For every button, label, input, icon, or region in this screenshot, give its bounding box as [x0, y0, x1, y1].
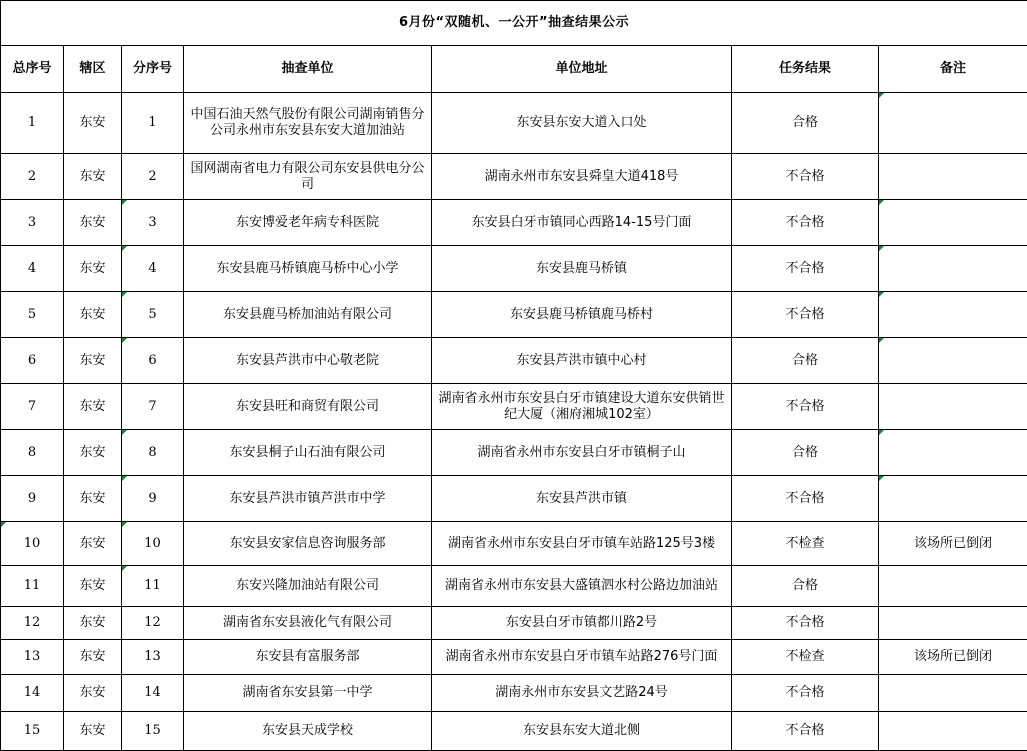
cell-note: [879, 476, 1027, 522]
cell-note: [879, 566, 1027, 607]
header-address: 单位地址: [432, 46, 732, 93]
cell-district: 东安: [64, 430, 122, 476]
cell-note: [879, 200, 1027, 246]
cell-sub-no: 3: [122, 200, 184, 246]
cell-unit: 中国石油天然气股份有限公司湖南销售分公司永州市东安县东安大道加油站: [184, 93, 432, 154]
cell-result: 不合格: [732, 246, 879, 292]
cell-unit: 湖南省东安县液化气有限公司: [184, 607, 432, 640]
cell-result: 不检查: [732, 522, 879, 566]
header-result: 任务结果: [732, 46, 879, 93]
cell-total-no: 9: [1, 476, 64, 522]
cell-total-no: 6: [1, 338, 64, 384]
cell-address: 东安县芦洪市镇中心村: [432, 338, 732, 384]
cell-sub-no: 5: [122, 292, 184, 338]
cell-result: 不合格: [732, 292, 879, 338]
table-row: [1, 476, 1027, 522]
cell-result: 合格: [732, 430, 879, 476]
cell-district: 东安: [64, 640, 122, 675]
cell-district: 东安: [64, 607, 122, 640]
cell-total-no: 10: [1, 522, 64, 566]
cell-sub-no: 10: [122, 522, 184, 566]
table-row: [1, 712, 1027, 751]
cell-unit: 东安县鹿马桥加油站有限公司: [184, 292, 432, 338]
cell-total-no: 4: [1, 246, 64, 292]
cell-district: 东安: [64, 154, 122, 200]
table-row: [1, 338, 1027, 384]
table-row: [1, 93, 1027, 154]
header-district: 辖区: [64, 46, 122, 93]
cell-result: 不合格: [732, 384, 879, 430]
cell-district: 东安: [64, 476, 122, 522]
cell-address: 湖南永州市东安县文艺路24号: [432, 675, 732, 712]
cell-sub-no: 9: [122, 476, 184, 522]
cell-sub-no: 13: [122, 640, 184, 675]
table-row: [1, 430, 1027, 476]
cell-unit: 东安县桐子山石油有限公司: [184, 430, 432, 476]
table-row: [1, 200, 1027, 246]
table-row: [1, 522, 1027, 566]
cell-total-no: 15: [1, 712, 64, 751]
table-row: [1, 607, 1027, 640]
cell-result: 不合格: [732, 712, 879, 751]
cell-total-no: 7: [1, 384, 64, 430]
cell-result: 合格: [732, 338, 879, 384]
cell-address: 东安县东安大道入口处: [432, 93, 732, 154]
cell-district: 东安: [64, 93, 122, 154]
cell-address: 湖南省永州市东安县白牙市镇桐子山: [432, 430, 732, 476]
cell-district: 东安: [64, 292, 122, 338]
cell-total-no: 8: [1, 430, 64, 476]
cell-unit: 湖南省东安县第一中学: [184, 675, 432, 712]
cell-sub-no: 4: [122, 246, 184, 292]
cell-sub-no: 8: [122, 430, 184, 476]
cell-note: [879, 154, 1027, 200]
cell-sub-no: 14: [122, 675, 184, 712]
cell-note: [879, 607, 1027, 640]
table-row: [1, 640, 1027, 675]
cell-note: [879, 430, 1027, 476]
cell-district: 东安: [64, 384, 122, 430]
cell-district: 东安: [64, 566, 122, 607]
cell-address: 东安县白牙市镇同心西路14-15号门面: [432, 200, 732, 246]
cell-unit: 东安县鹿马桥镇鹿马桥中心小学: [184, 246, 432, 292]
cell-district: 东安: [64, 712, 122, 751]
cell-district: 东安: [64, 246, 122, 292]
header-note: 备注: [879, 46, 1027, 93]
cell-address: 湖南省永州市东安县白牙市镇车站路125号3楼: [432, 522, 732, 566]
cell-total-no: 11: [1, 566, 64, 607]
cell-unit: 东安县旺和商贸有限公司: [184, 384, 432, 430]
table-row: [1, 675, 1027, 712]
cell-total-no: 12: [1, 607, 64, 640]
cell-district: 东安: [64, 338, 122, 384]
cell-address: 湖南省永州市东安县白牙市镇建设大道东安供销世纪大厦（湘府湘城102室）: [432, 384, 732, 430]
cell-result: 合格: [732, 566, 879, 607]
page-title: 6月份“双随机、一公开”抽查结果公示: [1, 1, 1027, 46]
cell-total-no: 2: [1, 154, 64, 200]
cell-unit: 东安县天成学校: [184, 712, 432, 751]
cell-address: 湖南省永州市东安县大盛镇泗水村公路边加油站: [432, 566, 732, 607]
cell-note: [879, 246, 1027, 292]
cell-unit: 东安县安家信息咨询服务部: [184, 522, 432, 566]
cell-unit: 东安县芦洪市镇芦洪市中学: [184, 476, 432, 522]
cell-total-no: 14: [1, 675, 64, 712]
cell-address: 湖南省永州市东安县白牙市镇车站路276号门面: [432, 640, 732, 675]
cell-sub-no: 12: [122, 607, 184, 640]
cell-result: 不合格: [732, 200, 879, 246]
cell-note: [879, 384, 1027, 430]
header-total-no: 总序号: [1, 46, 64, 93]
cell-unit: 东安兴隆加油站有限公司: [184, 566, 432, 607]
table-row: [1, 384, 1027, 430]
cell-result: 不合格: [732, 607, 879, 640]
table-row: [1, 154, 1027, 200]
cell-note: [879, 712, 1027, 751]
cell-address: 湖南永州市东安县舜皇大道418号: [432, 154, 732, 200]
cell-district: 东安: [64, 675, 122, 712]
header-sub-no: 分序号: [122, 46, 184, 93]
cell-address: 东安县芦洪市镇: [432, 476, 732, 522]
cell-address: 东安县鹿马桥镇: [432, 246, 732, 292]
cell-district: 东安: [64, 200, 122, 246]
cell-sub-no: 6: [122, 338, 184, 384]
cell-note: 该场所已倒闭: [879, 640, 1027, 675]
cell-result: 不合格: [732, 675, 879, 712]
cell-address: 东安县东安大道北侧: [432, 712, 732, 751]
cell-note: [879, 675, 1027, 712]
cell-district: 东安: [64, 522, 122, 566]
cell-total-no: 3: [1, 200, 64, 246]
cell-total-no: 1: [1, 93, 64, 154]
cell-result: 不合格: [732, 154, 879, 200]
cell-unit: 国网湖南省电力有限公司东安县供电分公司: [184, 154, 432, 200]
cell-result: 不合格: [732, 476, 879, 522]
cell-result: 合格: [732, 93, 879, 154]
cell-note: 该场所已倒闭: [879, 522, 1027, 566]
table-row: [1, 246, 1027, 292]
cell-sub-no: 7: [122, 384, 184, 430]
cell-unit: 东安博爱老年病专科医院: [184, 200, 432, 246]
cell-address: 东安县鹿马桥镇鹿马桥村: [432, 292, 732, 338]
cell-total-no: 13: [1, 640, 64, 675]
cell-address: 东安县白牙市镇都川路2号: [432, 607, 732, 640]
cell-unit: 东安县有富服务部: [184, 640, 432, 675]
table-row: [1, 566, 1027, 607]
cell-result: 不检查: [732, 640, 879, 675]
cell-sub-no: 2: [122, 154, 184, 200]
table-row: [1, 292, 1027, 338]
cell-total-no: 5: [1, 292, 64, 338]
cell-sub-no: 1: [122, 93, 184, 154]
header-unit: 抽查单位: [184, 46, 432, 93]
cell-unit: 东安县芦洪市中心敬老院: [184, 338, 432, 384]
cell-sub-no: 15: [122, 712, 184, 751]
cell-note: [879, 292, 1027, 338]
cell-note: [879, 338, 1027, 384]
cell-note: [879, 93, 1027, 154]
cell-sub-no: 11: [122, 566, 184, 607]
